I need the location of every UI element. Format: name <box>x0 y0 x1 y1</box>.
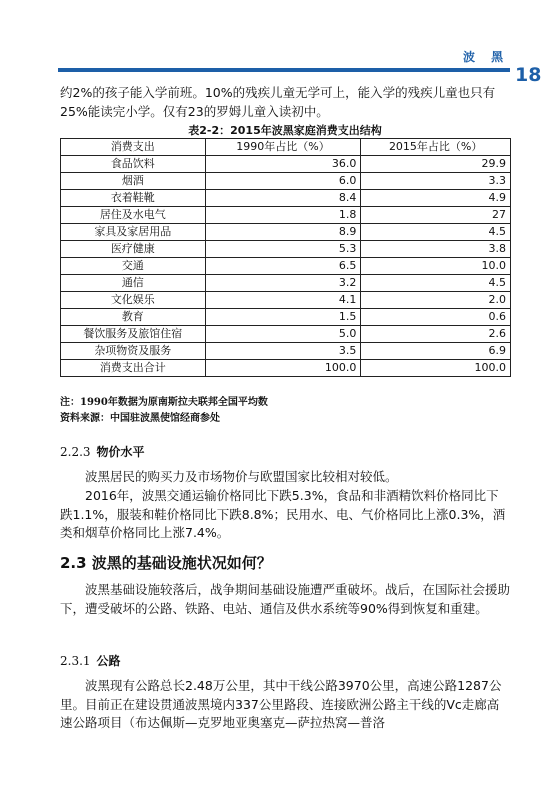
subsection-number: 2.2.3 <box>60 445 91 459</box>
row-value-2015: 10.0 <box>361 258 511 275</box>
row-value-2015: 3.8 <box>361 241 511 258</box>
row-value-1990: 36.0 <box>205 156 361 173</box>
road-paragraph: 波黑现有公路总长2.48万公里，其中干线公路3970公里，高速公路1287公里。目前正在建设贯通波黑境内337公里路段、连接欧洲公路主干线的Vc走廊高速公路项目（布达佩斯—克罗地亚奥塞克—萨拉热窝—普洛 <box>60 678 502 730</box>
row-value-2015: 6.9 <box>361 343 511 360</box>
row-value-2015: 4.9 <box>361 190 511 207</box>
header-rule <box>58 68 510 72</box>
section-2-3-heading: 2.3 波黑的基础设施状况如何？ <box>60 554 272 572</box>
table-row <box>61 241 511 258</box>
row-category: 食品饮料 <box>61 156 206 173</box>
row-category: 杂项物资及服务 <box>61 343 206 360</box>
row-value-1990: 6.5 <box>205 258 361 275</box>
table-row <box>61 207 511 224</box>
intro-paragraph: 约2%的孩子能入学前班。10%的残疾儿童无学可上，能入学的残疾儿童也只有25%能读完小学。仅有23的罗姆儿童入读初中。 <box>60 85 496 119</box>
row-value-1990: 1.5 <box>205 309 361 326</box>
table-source: 资料来源：中国驻波黑使馆经商参处 <box>60 413 220 424</box>
table-row <box>61 258 511 275</box>
subsection-2-3-1-heading <box>60 652 121 669</box>
table-row <box>61 224 511 241</box>
row-category: 教育 <box>61 309 206 326</box>
row-value-1990: 5.0 <box>205 326 361 343</box>
running-header-title: 波 黑 <box>463 50 510 64</box>
row-category: 家具及家居用品 <box>61 224 206 241</box>
table-row <box>61 275 511 292</box>
subsection-2-2-3-heading <box>60 443 145 460</box>
row-value-2015: 3.3 <box>361 173 511 190</box>
subsection-title: 物价水平 <box>96 445 145 459</box>
row-category: 文化娱乐 <box>61 292 206 309</box>
table-row <box>61 292 511 309</box>
row-value-1990: 3.5 <box>205 343 361 360</box>
price-paragraph-1: 波黑居民的购买力及市场物价与欧盟国家比较相对较低。 <box>85 469 398 484</box>
table-note: 注：1990年数据为原南斯拉夫联邦全国平均数 <box>60 397 268 408</box>
table-caption: 表2-2：2015年波黑家庭消费支出结构 <box>188 124 382 137</box>
row-value-1990: 4.1 <box>205 292 361 309</box>
row-value-2015: 4.5 <box>361 275 511 292</box>
consumption-table <box>60 138 511 377</box>
row-category: 医疗健康 <box>61 241 206 258</box>
row-value-2015: 2.0 <box>361 292 511 309</box>
table-row <box>61 326 511 343</box>
subsection-title: 公路 <box>96 654 121 668</box>
table-row <box>61 309 511 326</box>
row-value-1990: 1.8 <box>205 207 361 224</box>
row-category: 居住及水电气 <box>61 207 206 224</box>
table-row <box>61 173 511 190</box>
row-value-1990: 8.9 <box>205 224 361 241</box>
table-row <box>61 156 511 173</box>
row-category: 烟酒 <box>61 173 206 190</box>
row-value-2015: 0.6 <box>361 309 511 326</box>
row-value-1990: 3.2 <box>205 275 361 292</box>
row-category: 餐饮服务及旅馆住宿 <box>61 326 206 343</box>
table-row <box>61 360 511 377</box>
row-value-2015: 27 <box>361 207 511 224</box>
row-category: 交通 <box>61 258 206 275</box>
row-value-2015: 4.5 <box>361 224 511 241</box>
row-category: 消费支出合计 <box>61 360 206 377</box>
row-value-1990: 6.0 <box>205 173 361 190</box>
header-2015: 2015年占比（%） <box>361 139 511 156</box>
row-value-2015: 100.0 <box>361 360 511 377</box>
row-value-2015: 2.6 <box>361 326 511 343</box>
row-value-1990: 100.0 <box>205 360 361 377</box>
table-row <box>61 190 511 207</box>
header-category: 消费支出 <box>61 139 206 156</box>
infrastructure-paragraph: 波黑基础设施较落后，战争期间基础设施遭严重破坏。战后，在国际社会援助下，遭受破坏的公路、铁路、电站、通信及供水系统等90%得到恢复和重建。 <box>60 582 511 616</box>
table-header-row <box>61 139 511 156</box>
row-value-1990: 5.3 <box>205 241 361 258</box>
subsection-number: 2.3.1 <box>60 654 91 668</box>
table-row <box>61 343 511 360</box>
header-1990: 1990年占比（%） <box>205 139 361 156</box>
page-number: 18 <box>515 64 542 86</box>
price-paragraph-2: 2016年，波黑交通运输价格同比下跌5.3%，食品和非酒精饮料价格同比下跌1.1%，服装和鞋价格同比下跌8.8%；民用水、电、气价格同比上涨0.3%，酒类和烟草价格同比上涨7.4%。 <box>60 488 506 540</box>
row-value-1990: 8.4 <box>205 190 361 207</box>
row-category: 通信 <box>61 275 206 292</box>
row-category: 衣着鞋靴 <box>61 190 206 207</box>
row-value-2015: 29.9 <box>361 156 511 173</box>
